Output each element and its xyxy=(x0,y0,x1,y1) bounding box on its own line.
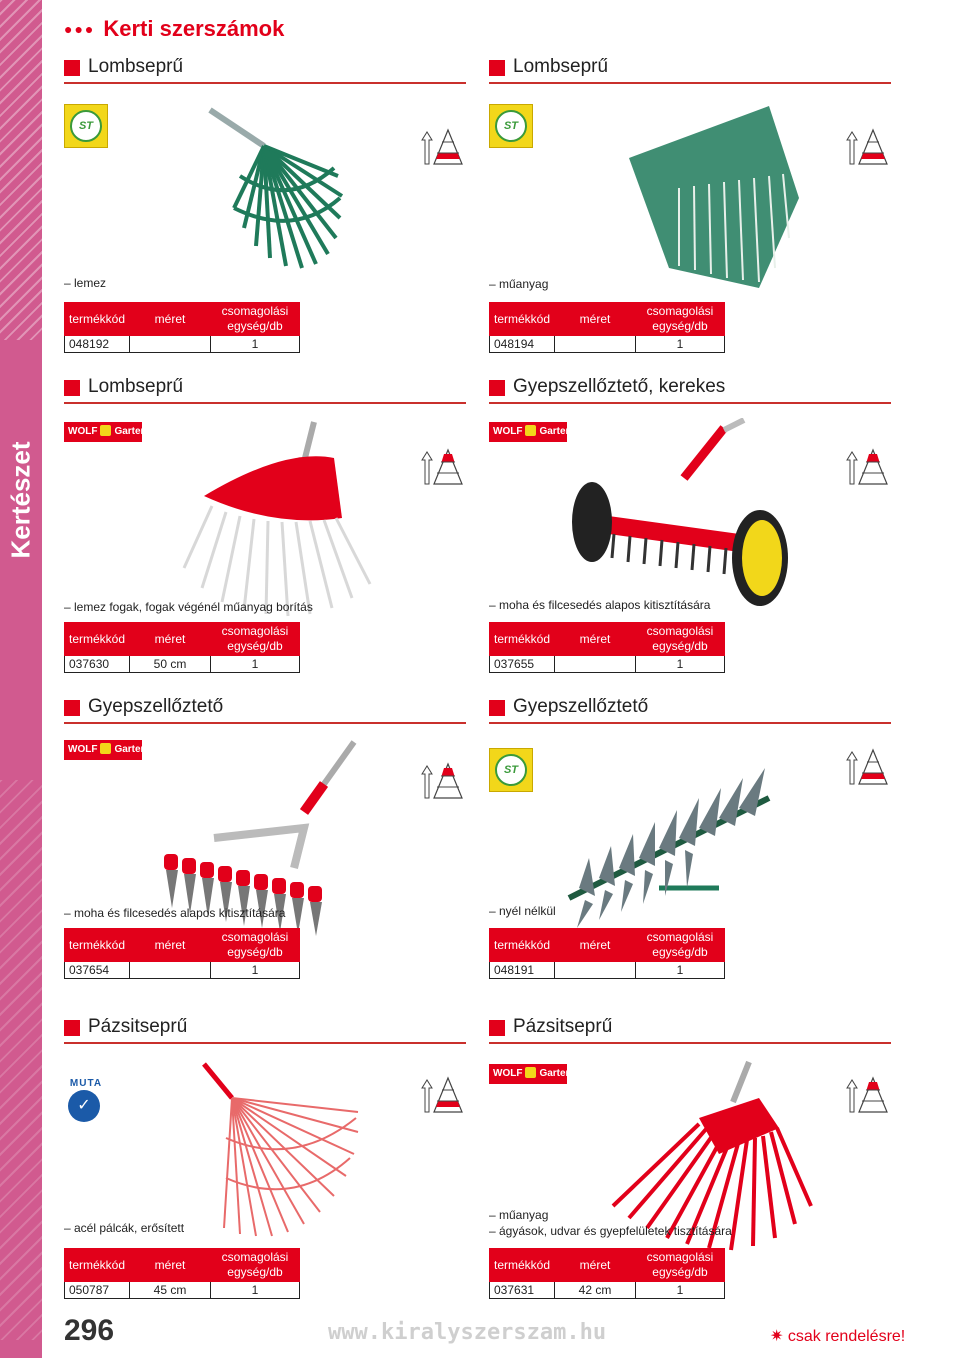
table-row xyxy=(490,1282,725,1299)
spec-table xyxy=(64,302,300,353)
brand-logo-st: ST xyxy=(489,748,533,792)
col-size-header: méret xyxy=(555,929,636,962)
product-pack: 1 xyxy=(636,336,725,353)
product-image-leaf-rake-plastic xyxy=(589,98,819,298)
product-section xyxy=(64,376,466,681)
product-code: 048194 xyxy=(490,336,555,353)
col-pack-header: csomagolási egység/db xyxy=(636,303,725,336)
feature-text: – moha és filcesedés alapos kitisztítására xyxy=(64,906,286,920)
spec-table xyxy=(64,928,300,979)
brand-logo-muta: MUTA ✓ xyxy=(64,1078,108,1122)
product-image-wheeled-scarifier xyxy=(529,418,829,618)
usage-level-icon xyxy=(418,446,464,488)
feature-text: – nyél nélkül xyxy=(489,904,556,918)
product-pack: 1 xyxy=(211,656,300,673)
product-code: 048191 xyxy=(490,962,555,979)
product-image-leaf-rake-green xyxy=(164,98,394,298)
feature-text: – acél pálcák, erősített xyxy=(64,1221,185,1235)
col-size-header: méret xyxy=(555,303,636,336)
section-header xyxy=(64,56,466,84)
feature-text: – lemez fogak, fogak végénél műanyag borítás xyxy=(64,600,313,614)
brand-logo-st: ST xyxy=(64,104,108,148)
feature-text: – lemez xyxy=(64,276,107,290)
section-marker-icon xyxy=(64,60,80,76)
product-section xyxy=(489,696,891,1001)
section-header xyxy=(489,696,891,724)
section-title: Pázsitseprű xyxy=(513,1016,613,1037)
table-row xyxy=(490,656,725,673)
product-pack: 1 xyxy=(211,962,300,979)
product-code: 048192 xyxy=(65,336,130,353)
section-title: Lombseprű xyxy=(88,56,184,77)
section-header xyxy=(489,56,891,84)
product-size xyxy=(555,336,636,353)
col-size-header: méret xyxy=(130,1249,211,1282)
product-section xyxy=(489,1016,891,1321)
section-title: Lombseprű xyxy=(513,56,609,77)
sidebar-stripes xyxy=(0,0,42,340)
col-size-header: méret xyxy=(130,623,211,656)
section-marker-icon xyxy=(489,60,505,76)
col-size-header: méret xyxy=(555,623,636,656)
page-number: 296 xyxy=(64,1314,115,1347)
usage-level-icon xyxy=(843,1074,889,1116)
col-code-header: termékkód xyxy=(65,1249,130,1282)
product-image-rolling-aerator xyxy=(559,738,789,938)
col-size-header: méret xyxy=(130,303,211,336)
order-only-note: ✷ csak rendelésre! xyxy=(770,1328,906,1345)
product-section xyxy=(64,696,466,1001)
brand-logo-wolf-garten: WOLF Garten xyxy=(489,422,567,442)
col-code-header: termékkód xyxy=(490,1249,555,1282)
sidebar-category-label: Kertészet xyxy=(5,441,36,559)
spec-table xyxy=(64,622,300,673)
table-row xyxy=(65,1282,300,1299)
product-pack: 1 xyxy=(211,1282,300,1299)
col-pack-header: csomagolási egység/db xyxy=(636,929,725,962)
page-title: Kerti szerszámok xyxy=(103,16,285,41)
section-marker-icon xyxy=(64,700,80,716)
product-section xyxy=(64,56,466,361)
section-title: Gyepszellőztető xyxy=(88,696,224,717)
col-pack-header: csomagolási egység/db xyxy=(636,623,725,656)
col-pack-header: csomagolási egység/db xyxy=(211,1249,300,1282)
product-pack: 1 xyxy=(636,1282,725,1299)
brand-logo-wolf-garten: WOLF Garten xyxy=(64,422,142,442)
section-header xyxy=(489,1016,891,1044)
product-code: 037655 xyxy=(490,656,555,673)
col-code-header: termékkód xyxy=(65,623,130,656)
section-title: Gyepszellőztető, kerekes xyxy=(513,376,726,397)
table-row xyxy=(65,336,300,353)
usage-level-icon xyxy=(843,746,889,788)
product-pack: 1 xyxy=(211,336,300,353)
section-marker-icon xyxy=(489,700,505,716)
table-row xyxy=(490,962,725,979)
usage-level-icon xyxy=(843,446,889,488)
table-row xyxy=(490,336,725,353)
col-pack-header: csomagolási egység/db xyxy=(211,303,300,336)
sidebar xyxy=(0,0,42,1358)
col-code-header: termékkód xyxy=(490,623,555,656)
section-marker-icon xyxy=(489,1020,505,1036)
spec-table xyxy=(64,1248,300,1299)
product-code: 050787 xyxy=(65,1282,130,1299)
col-code-header: termékkód xyxy=(65,929,130,962)
section-title: Pázsitseprű xyxy=(88,1016,188,1037)
section-marker-icon xyxy=(64,380,80,396)
page-header xyxy=(64,16,284,42)
brand-logo-wolf-garten: WOLF Garten xyxy=(489,1064,567,1084)
product-image-leaf-rake-red-white xyxy=(164,418,394,618)
section-title: Gyepszellőztető xyxy=(513,696,649,717)
section-header xyxy=(64,1016,466,1044)
product-code: 037630 xyxy=(65,656,130,673)
product-size: 42 cm xyxy=(555,1282,636,1299)
feature-text: – műanyag xyxy=(489,277,549,291)
spec-table xyxy=(489,1248,725,1299)
footer-url[interactable]: www.kiralyszerszam.hu xyxy=(328,1320,607,1345)
spec-table xyxy=(489,928,725,979)
feature-text: – moha és filcesedés alapos kitisztítására xyxy=(489,598,711,612)
feature-text: – ágyások, udvar és gyepfelületek tisztítására xyxy=(489,1224,732,1238)
col-pack-header: csomagolási egység/db xyxy=(211,929,300,962)
usage-level-icon xyxy=(418,126,464,168)
section-title: Lombseprű xyxy=(88,376,184,397)
table-row xyxy=(65,962,300,979)
product-section xyxy=(489,376,891,681)
product-size xyxy=(555,962,636,979)
usage-level-icon xyxy=(418,1074,464,1116)
section-header xyxy=(64,376,466,404)
product-size xyxy=(130,336,211,353)
section-header xyxy=(489,376,891,404)
col-code-header: termékkód xyxy=(490,929,555,962)
brand-logo-wolf-garten: WOLF Garten xyxy=(64,740,142,760)
section-header xyxy=(64,696,466,724)
product-size xyxy=(130,962,211,979)
table-row xyxy=(65,656,300,673)
product-size xyxy=(555,656,636,673)
col-size-header: méret xyxy=(555,1249,636,1282)
usage-level-icon xyxy=(418,760,464,802)
header-dots: ●●● xyxy=(64,21,96,37)
product-size: 50 cm xyxy=(130,656,211,673)
usage-level-icon xyxy=(843,126,889,168)
product-image-lawn-rake-wire xyxy=(164,1058,394,1258)
spec-table xyxy=(489,622,725,673)
brand-logo-st: ST xyxy=(489,104,533,148)
sidebar-stripes-lower xyxy=(0,780,42,1340)
spec-table xyxy=(489,302,725,353)
product-size: 45 cm xyxy=(130,1282,211,1299)
product-pack: 1 xyxy=(636,656,725,673)
product-code: 037631 xyxy=(490,1282,555,1299)
col-pack-header: csomagolási egység/db xyxy=(636,1249,725,1282)
col-size-header: méret xyxy=(130,929,211,962)
product-section xyxy=(489,56,891,361)
section-marker-icon xyxy=(489,380,505,396)
col-pack-header: csomagolási egység/db xyxy=(211,623,300,656)
product-pack: 1 xyxy=(636,962,725,979)
feature-text: – műanyag xyxy=(489,1208,549,1222)
product-code: 037654 xyxy=(65,962,130,979)
section-marker-icon xyxy=(64,1020,80,1036)
col-code-header: termékkód xyxy=(65,303,130,336)
col-code-header: termékkód xyxy=(490,303,555,336)
product-section xyxy=(64,1016,466,1321)
